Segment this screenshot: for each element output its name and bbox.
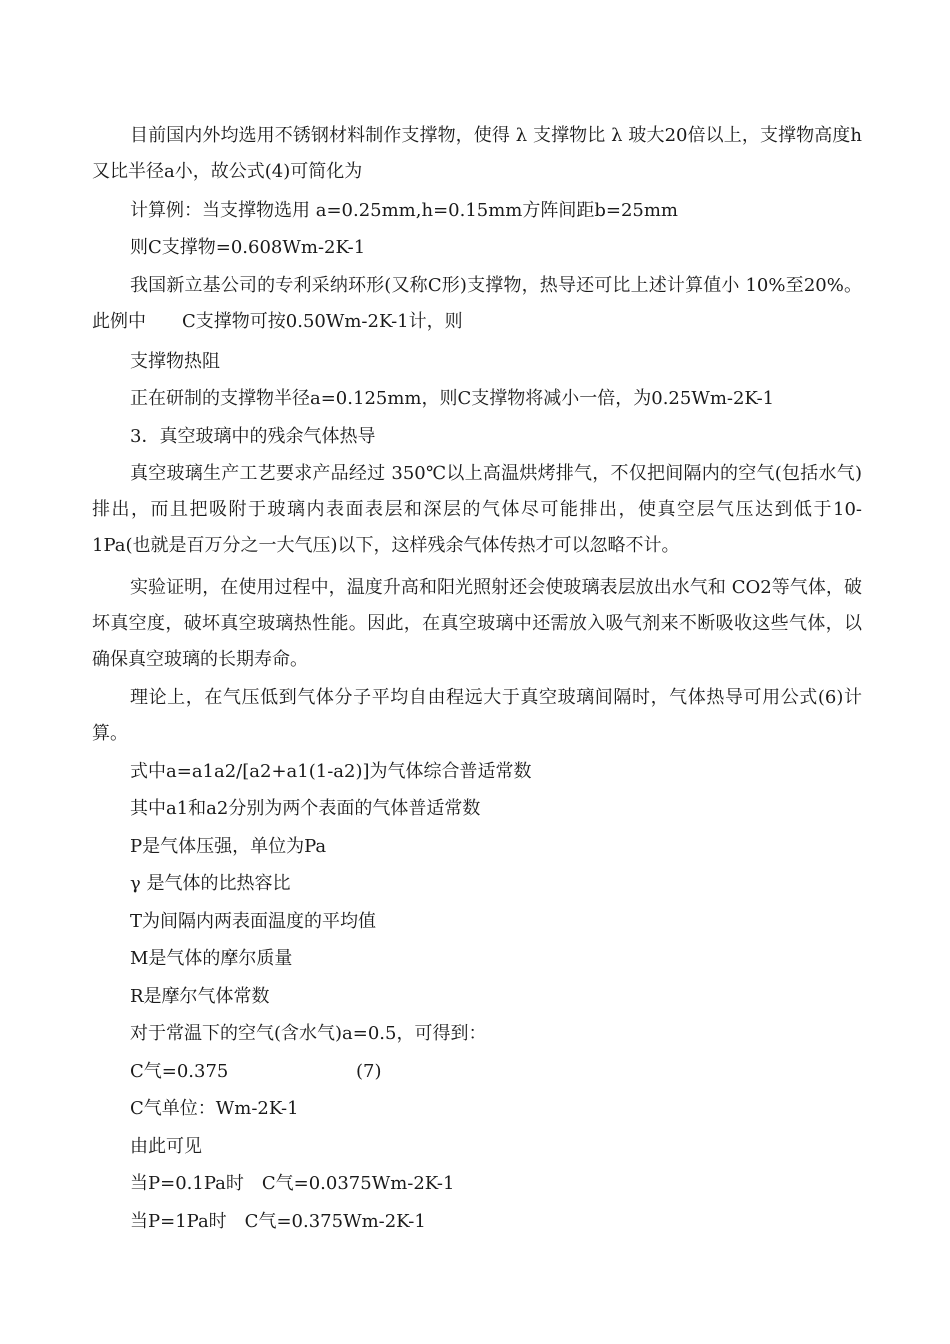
paragraph-support-material: 目前国内外均选用不锈钢材料制作支撑物，使得 λ 支撑物比 λ 玻大20倍以上，支撑物高度h又比半径a小，故公式(4)可简化为 (92, 125, 862, 182)
section-heading-residual-gas: 3．真空玻璃中的残余气体热导 (130, 426, 376, 447)
formula-note-m: M是气体的摩尔质量 (130, 948, 293, 969)
paragraph-ring-support: 我国新立基公司的专利采纳环形(又称C形)支撑物，热导还可比上述计算值小 10%至20%。此例中 C支撑物可按0.50Wm-2K-1计，则 (92, 275, 862, 332)
paragraph-theory: 理论上，在气压低到气体分子平均自由程远大于真空玻璃间隔时，气体热导可用公式(6)计算。 (92, 687, 862, 744)
paragraph-baking-process: 真空玻璃生产工艺要求产品经过 350℃以上高温烘烤排气，不仅把间隔内的空气(包括水气)排出，而且把吸附于玻璃内表面表层和深层的气体尽可能排出，使真空层气压达到低于10-1Pa(也就是百万分之一大气压)以下，这样残余气体传热才可以忽略不计。 (92, 463, 862, 556)
formula-note-a1-a2: 其中a1和a2分别为两个表面的气体普适常数 (130, 798, 481, 819)
formula-note-t: T为间隔内两表面温度的平均值 (130, 911, 377, 932)
paragraph-c-gas-unit: C气单位：Wm-2K-1 (130, 1098, 299, 1119)
paragraph-experiment: 实验证明，在使用过程中，温度升高和阳光照射还会使玻璃表层放出水气和 CO2等气体，破坏真空度，破坏真空玻璃热性能。因此，在真空玻璃中还需放入吸气剂来不断吸收这些气体，以确保真空玻璃的长期寿命。 (92, 577, 862, 670)
formula-note-gamma: γ 是气体的比热容比 (130, 873, 291, 894)
formula-note-a: 式中a=a1a2/[a2+a1(1-a2)]为气体综合普适常数 (130, 761, 532, 782)
equation-c-gas: C气=0.375 (130, 1061, 229, 1082)
result-p-0-1pa: 当P=0.1Pa时 C气=0.0375Wm-2K-1 (130, 1173, 455, 1194)
paragraph-air-constant: 对于常温下的空气(含水气)a=0.5，可得到： (130, 1023, 487, 1044)
equation-number: (7) (356, 1061, 382, 1082)
result-p-1pa: 当P=1Pa时 C气=0.375Wm-2K-1 (130, 1211, 426, 1232)
paragraph-thermal-resistance: 支撑物热阻 (130, 351, 220, 372)
paragraph-therefore: 由此可见 (130, 1136, 202, 1157)
formula-note-p: P是气体压强，单位为Pa (130, 836, 327, 857)
paragraph-calc-example: 计算例：当支撑物选用 a=0.25mm,h=0.15mm方阵间距b=25mm (130, 200, 679, 221)
formula-note-r: R是摩尔气体常数 (130, 986, 270, 1007)
paragraph-smaller-radius: 正在研制的支撑物半径a=0.125mm，则C支撑物将减小一倍，为0.25Wm-2K-1 (130, 388, 775, 409)
paragraph-support-result: 则C支撑物=0.608Wm-2K-1 (130, 237, 366, 258)
